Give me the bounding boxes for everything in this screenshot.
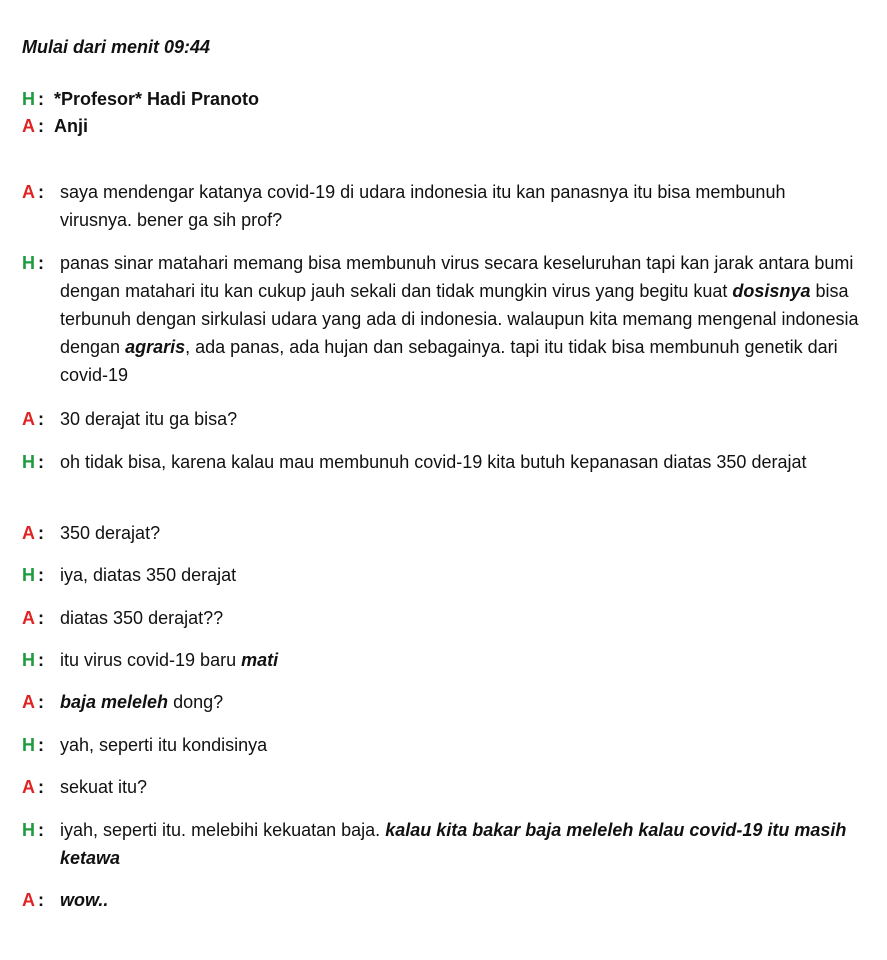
turn-text <box>60 178 862 234</box>
speaker-code-h: H <box>22 253 35 273</box>
emphasized-text: wow.. <box>60 890 109 910</box>
text-segment: panas sinar matahari memang bisa membunuh virus secara keseluruhan tapi kan jarak antara bumi dengan matahari itu kan cukup jauh sekali dan tidak mungkin virus yang begitu kuat <box>60 253 854 301</box>
speaker-code-a: A <box>22 409 35 429</box>
speaker-code-h: H <box>22 820 35 840</box>
dialogue-turn <box>22 773 862 801</box>
speaker-code-a: A <box>22 523 35 543</box>
turn-text <box>60 405 862 433</box>
legend-host <box>22 86 259 112</box>
speaker-separator: : <box>38 89 44 109</box>
speaker-separator: : <box>38 452 44 472</box>
dialogue-turn <box>22 886 862 914</box>
turn-text <box>60 249 862 389</box>
legend-interviewer <box>22 113 88 139</box>
emphasized-text: baja meleleh <box>60 692 169 712</box>
emphasized-text: mati <box>241 650 279 670</box>
speaker-separator: : <box>38 608 44 628</box>
emphasized-text: kalau kita bakar baja meleleh kalau covid-19 itu masih ketawa <box>60 820 847 868</box>
text-segment: diatas 350 derajat?? <box>60 608 224 628</box>
speaker-separator: : <box>38 735 44 755</box>
speaker-separator: : <box>38 409 44 429</box>
turn-text <box>60 519 862 547</box>
text-segment: , ada panas, ada hujan dan sebagainya. tapi itu tidak bisa membunuh genetik dari covid-19 <box>60 337 838 385</box>
text-segment: yah, seperti itu kondisinya <box>60 735 268 755</box>
timestamp-note: Mulai dari menit 09:44 <box>22 37 211 57</box>
dialogue-turn <box>22 604 862 632</box>
speaker-separator: : <box>38 116 44 136</box>
speaker-separator: : <box>38 692 44 712</box>
turn-text <box>60 816 862 872</box>
turn-text <box>60 561 862 589</box>
dialogue-turn <box>22 646 862 674</box>
dialogue-turn <box>22 519 862 547</box>
turn-text <box>60 886 862 914</box>
speaker-code-h: H <box>22 89 35 109</box>
speaker-separator: : <box>38 523 44 543</box>
text-segment: dong? <box>168 692 224 712</box>
dialogue-turn <box>22 561 862 589</box>
speaker-code-h: H <box>22 735 35 755</box>
turn-text <box>60 448 862 476</box>
speaker-separator: : <box>38 890 44 910</box>
turn-text <box>60 688 862 716</box>
dialogue-turn <box>22 731 862 759</box>
emphasized-text: agraris <box>125 337 186 357</box>
speaker-code-a: A <box>22 608 35 628</box>
text-segment: itu virus covid-19 baru <box>60 650 242 670</box>
text-segment: sekuat itu? <box>60 777 148 797</box>
dialogue-turn <box>22 448 862 476</box>
dialogue-turn <box>22 688 862 716</box>
dialogue-turn <box>22 178 862 234</box>
speaker-code-h: H <box>22 452 35 472</box>
dialogue-turn <box>22 249 862 389</box>
turn-text <box>60 604 862 632</box>
text-segment: iyah, seperti itu. melebihi kekuatan baja. <box>60 820 386 840</box>
text-segment: bisa terbunuh dengan sirkulasi udara yang ada di indonesia. walaupun kita memang mengenal indonesia dengan <box>60 281 859 357</box>
turn-text <box>60 646 862 674</box>
text-segment: iya, diatas 350 derajat <box>60 565 237 585</box>
speaker-separator: : <box>38 820 44 840</box>
speaker-separator: : <box>38 777 44 797</box>
speaker-code-a: A <box>22 116 35 136</box>
text-segment: 30 derajat itu ga bisa? <box>60 409 238 429</box>
emphasized-text: dosisnya <box>732 281 811 301</box>
speaker-separator: : <box>38 650 44 670</box>
speaker-name-h: *Profesor* Hadi Pranoto <box>54 89 260 109</box>
speaker-code-h: H <box>22 650 35 670</box>
dialogue-turn <box>22 816 862 872</box>
turn-text <box>60 773 862 801</box>
turn-text <box>60 731 862 759</box>
speaker-name-a: Anji <box>54 116 88 136</box>
speaker-code-a: A <box>22 777 35 797</box>
dialogue-turn <box>22 405 862 433</box>
text-segment: oh tidak bisa, karena kalau mau membunuh covid-19 kita butuh kepanasan diatas 350 derajat <box>60 452 807 472</box>
text-segment: 350 derajat? <box>60 523 161 543</box>
speaker-code-a: A <box>22 890 35 910</box>
speaker-separator: : <box>38 182 44 202</box>
text-segment: saya mendengar katanya covid-19 di udara indonesia itu kan panasnya itu bisa membunuh virusnya. bener ga sih prof? <box>60 182 786 230</box>
speaker-code-a: A <box>22 182 35 202</box>
speaker-code-a: A <box>22 692 35 712</box>
speaker-separator: : <box>38 253 44 273</box>
speaker-separator: : <box>38 565 44 585</box>
speaker-code-h: H <box>22 565 35 585</box>
